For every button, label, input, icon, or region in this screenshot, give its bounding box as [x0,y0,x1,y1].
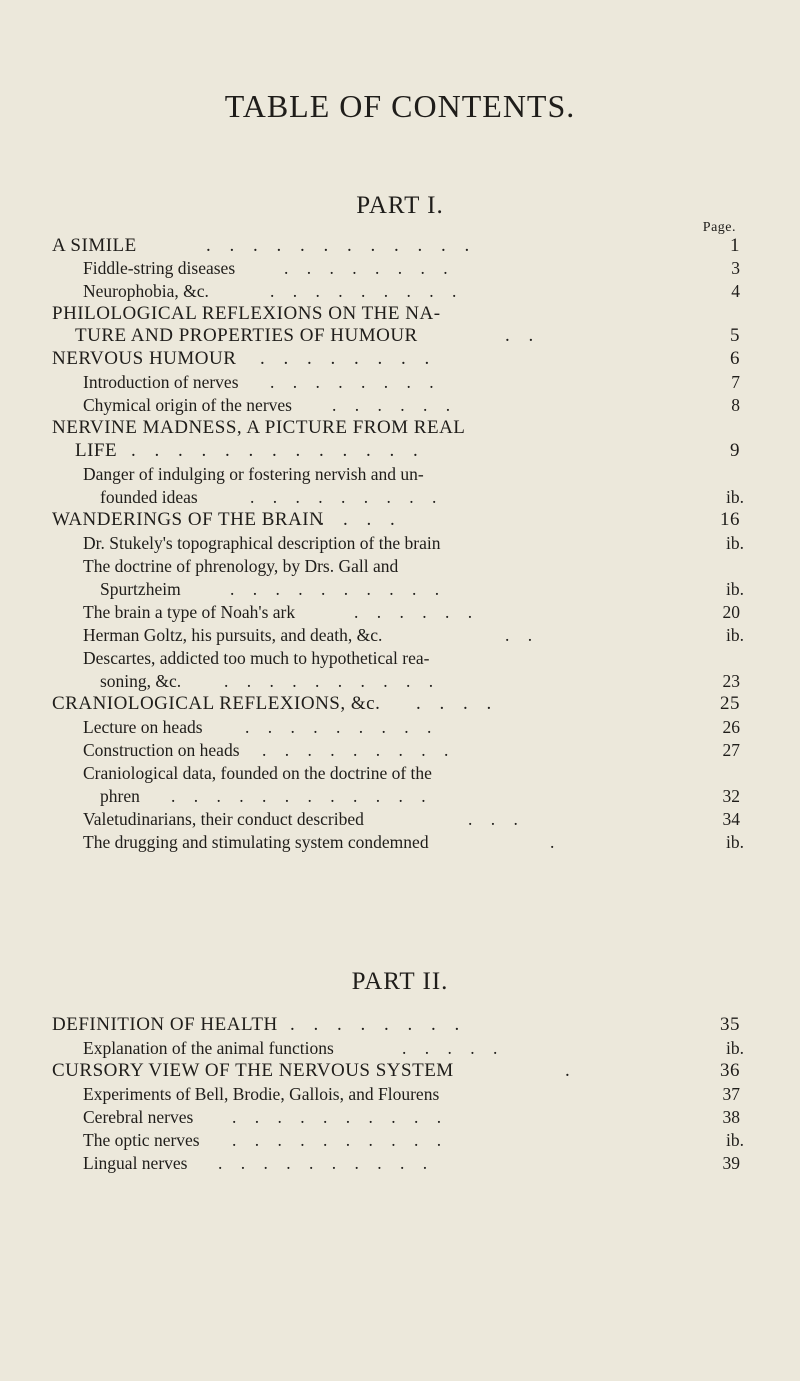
toc-entry [0,1128,800,1152]
toc-entry [0,623,800,647]
toc-entry [0,1105,800,1129]
toc-entry-title: CRANIOLOGICAL REFLEXIONS, &c. [52,693,381,714]
toc-entry [0,439,800,463]
toc-entry [0,1036,800,1060]
toc-page-number: 38 [722,1107,740,1127]
toc-page-number: 8 [731,395,740,415]
toc-page-number: 16 [720,509,740,530]
toc-entry-title: founded ideas [100,487,198,507]
toc-page-number: 27 [722,740,740,760]
toc-page-number: 35 [720,1014,740,1035]
toc-entry-title: Cerebral nerves [83,1107,194,1127]
toc-page-number: ib. [726,579,744,599]
toc-entry-title: Spurtzheim [100,579,181,599]
toc-page-number: 1 [730,235,740,256]
toc-entry-title: NERVINE MADNESS, A PICTURE FROM REAL [52,417,466,438]
toc-page-number: 34 [722,809,740,829]
dot-leader: . [550,832,562,852]
dot-leader: . . . . . . . . . [250,487,444,507]
toc-entry [0,485,800,509]
dot-leader: . . . . . . . . [270,372,441,392]
toc-page-number: ib. [726,832,744,852]
toc-entry [0,370,800,394]
dot-leader: . . . . . . . . . . [232,1130,449,1150]
toc-page-number: ib. [726,625,744,645]
toc-entry [0,302,800,326]
dot-leader: . . . [468,809,525,829]
toc-page-number: 3 [731,258,740,278]
dot-leader: . . . . [416,693,499,714]
toc-entry [0,600,800,624]
toc-page-number: ib. [726,1038,744,1058]
toc-entry-title: Fiddle-string diseases [83,258,236,278]
toc-entry [0,669,800,693]
toc-entry [0,324,800,348]
toc-entry [0,554,800,578]
toc-entry-title: Danger of indulging or fostering nervish and un- [83,464,424,484]
toc-page-number: 6 [730,348,740,369]
toc-entry [0,784,800,808]
toc-entry-title: A SIMILE [52,235,137,256]
toc-entry-title: Craniological data, founded on the doctrine of the [83,763,432,783]
toc-entry [0,761,800,785]
toc-page-number: 9 [730,440,740,461]
toc-entry-title: The drugging and stimulating system condemned [83,832,429,852]
toc-entry [0,508,800,532]
dot-leader: . . . . . . . . . [245,717,439,737]
toc-entry [0,279,800,303]
toc-entry-title: LIFE [75,440,118,461]
part-heading-1: PART I. [356,192,444,219]
dot-leader: . . [505,625,540,645]
toc-entry-title: PHILOLOGICAL REFLEXIONS ON THE NA- [52,303,441,324]
dot-leader: . . . . . . . . . . [232,1107,449,1127]
toc-entry-title: phren [100,786,140,806]
toc-entry-title: Introduction of nerves [83,372,239,392]
dot-leader: . . . . . . . . . . [224,671,441,691]
toc-entry [0,234,800,258]
toc-entry [0,256,800,280]
toc-page-number: ib. [726,1130,744,1150]
toc-entry-title: Explanation of the animal functions [83,1038,334,1058]
toc-entry-title: DEFINITION OF HEALTH [52,1014,278,1035]
toc-entry [0,830,800,854]
toc-page-number: ib. [726,487,744,507]
toc-entry [0,738,800,762]
toc-page-number: 36 [720,1060,740,1081]
toc-entry-title: Chymical origin of the nerves [83,395,292,415]
dot-leader: . . . . . [402,1038,505,1058]
toc-entry-title: NERVOUS HUMOUR [52,348,237,369]
toc-entry-title: Construction on heads [83,740,240,760]
toc-entry-title: Experiments of Bell, Brodie, Gallois, and Flourens [83,1084,440,1104]
toc-entry [0,577,800,601]
toc-page-number: 20 [722,602,740,622]
toc-entry-title: Valetudinarians, their conduct described [83,809,364,829]
toc-entry-title: WANDERINGS OF THE BRAIN [52,509,324,530]
toc-page-number: 25 [720,693,740,714]
dot-leader: . . . . . . [332,395,458,415]
toc-entry [0,1151,800,1175]
toc-entry-title: The doctrine of phrenology, by Drs. Gall and [83,556,399,576]
dot-leader: . . . . . . . . . [270,281,464,301]
dot-leader: . . . . . . . . . . . . [171,786,433,806]
dot-leader: . . . . . . . . . . . . . [131,440,425,461]
toc-entry [0,692,800,716]
toc-entry [0,807,800,831]
toc-page-number: 23 [722,671,740,691]
toc-entry-title: CURSORY VIEW OF THE NERVOUS SYSTEM [52,1060,454,1081]
toc-entry [0,416,800,440]
page-column-header: Page. [702,220,736,235]
toc-entry-title: Lecture on heads [83,717,203,737]
part-heading-2: PART II. [351,968,449,995]
dot-leader: . . . . . . . . . . [230,579,447,599]
dot-leader: . . [505,325,541,346]
toc-entry-title: Descartes, addicted too much to hypothetical rea- [83,648,430,668]
dot-leader: . . . . . . . . . . . . [206,235,477,256]
dot-leader: . . . . . . . . [284,258,455,278]
toc-page-number: 26 [722,717,740,737]
toc-entry-title: The optic nerves [83,1130,200,1150]
toc-entry [0,393,800,417]
toc-entry [0,1013,800,1037]
toc-entry [0,715,800,739]
toc-page-number: 4 [731,281,740,301]
toc-entry [0,646,800,670]
toc-page-number: 7 [731,372,740,392]
toc-entry [0,462,800,486]
toc-entry [0,1059,800,1083]
toc-page-number: ib. [726,533,744,553]
dot-leader: . . . . . [296,509,402,530]
dot-leader: . [565,1060,577,1081]
toc-entry-title: Lingual nerves [83,1153,188,1173]
toc-entry-title: Dr. Stukely's topographical description of the brain [83,533,441,553]
page-title: TABLE OF CONTENTS. [224,88,576,124]
toc-page-number: 32 [722,786,740,806]
toc-entry-title: Neurophobia, &c. [83,281,209,301]
toc-entry [0,1082,800,1106]
toc-entry-title: Herman Goltz, his pursuits, and death, &c. [83,625,383,645]
dot-leader: . . . . . . . . [290,1014,467,1035]
toc-entry-title: soning, &c. [100,671,182,691]
toc-entry [0,347,800,371]
toc-page-number: 5 [730,325,740,346]
toc-entry-title: TURE AND PROPERTIES OF HUMOUR [75,325,418,346]
toc-page-number: 39 [722,1153,740,1173]
toc-entry [0,531,800,555]
dot-leader: . . . . . . . . . . [218,1153,435,1173]
dot-leader: . . . . . . . . . [262,740,456,760]
toc-page-number: 37 [722,1084,740,1104]
dot-leader: . . . . . . [354,602,480,622]
toc-entry-title: The brain a type of Noah's ark [83,602,296,622]
dot-leader: . . . . . . . . [260,348,437,369]
